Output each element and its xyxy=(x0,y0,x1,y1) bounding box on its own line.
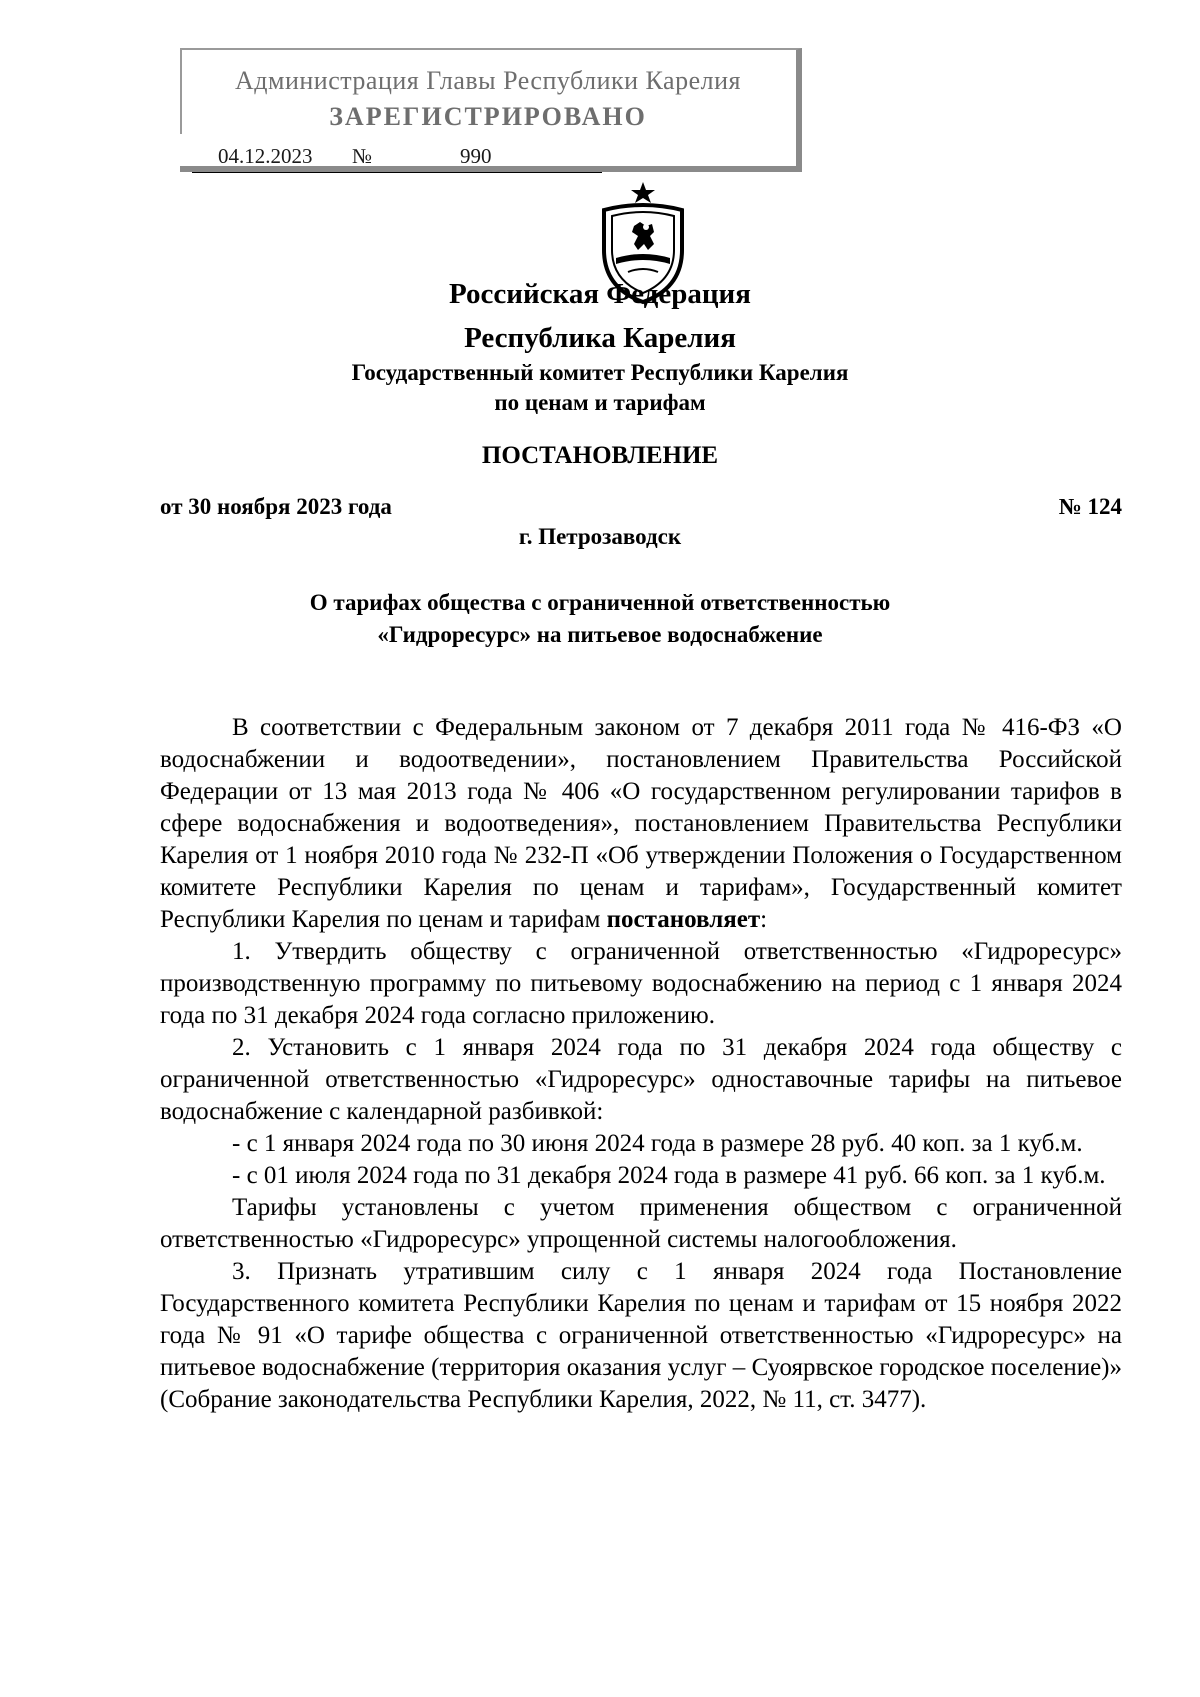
document-title-line2: «Гидроресурс» на питьевое водоснабжение xyxy=(377,622,823,647)
registration-stamp xyxy=(180,48,802,172)
preamble-end: : xyxy=(760,906,768,933)
item-2-note: Тарифы установлены с учетом применения обществом с ограниченной ответственностью «Гидроресурс» упрощенной системы налогообложения. xyxy=(160,1194,1122,1253)
item-2-tariff-first-half: - с 1 января 2024 года по 30 июня 2024 года в размере 28 руб. 40 коп. за 1 куб.м. xyxy=(232,1130,1083,1157)
document-number: № 124 xyxy=(1058,494,1122,519)
item-3: 3. Признать утратившим силу с 1 января 2024 года Постановление Государственного комитета Республики Карелия по ценам и тарифам от 15 ноября 2022 года № 91 «О тарифе общества с ограниченной ответственностью «Гидроресурс» на питьевое водоснабжение (территория оказания услуг – Суоярвское городское поселение)» (Собрание законодательства Республики Карелия, 2022, № 11, ст. 3477). xyxy=(160,1258,1122,1413)
committee-subtitle: по ценам и тарифам xyxy=(494,390,706,415)
stamp-registered: ЗАРЕГИСТРИРОВАНО xyxy=(329,102,647,131)
document-body xyxy=(160,712,1122,1416)
preamble-paragraph xyxy=(160,712,1122,936)
item-1: 1. Утвердить обществу с ограниченной ответственностью «Гидроресурс» производственную программу по питьевому водоснабжению на период с 1 января 2024 года по 31 декабря 2024 года согласно приложению. xyxy=(160,938,1122,1029)
document-type: ПОСТАНОВЛЕНИЕ xyxy=(481,442,719,469)
republic-name: Республика Карелия xyxy=(464,322,736,354)
document-title-line1: О тарифах общества с ограниченной ответственностью xyxy=(309,590,891,615)
preamble-text: В соответствии с Федеральным законом от 7 декабря 2011 года № 416-ФЗ «О водоснабжении и водоотведении», постановлением Правительства Российской Федерации от 13 мая 2013 года № 406 «О государственном регулировании тарифов в сфере водоснабжения и водоотведения», постановлением Правительства Республики Карелия от 1 ноября 2010 года № 232-П «Об утверждении Положения о Государственном комитете Республики Карелия по ценам и тарифам», Государственный комитет Республики Карелия по ценам и тарифам xyxy=(160,714,1122,933)
document-date: от 30 ноября 2023 года xyxy=(160,494,392,519)
item-2: 2. Установить с 1 января 2024 года по 31 декабря 2024 года обществу с ограниченной ответственностью «Гидроресурс» одноставочные тарифы на питьевое водоснабжение с календарной разбивкой: xyxy=(160,1034,1122,1125)
committee-name: Государственный комитет Республики Карелия xyxy=(351,360,849,385)
document-city: г. Петрозаводск xyxy=(518,524,682,549)
preamble-decision: постановляет xyxy=(606,906,761,933)
stamp-number: 990 xyxy=(460,144,492,168)
country-name: Российская Федерация xyxy=(449,278,751,310)
stamp-number-label: № xyxy=(352,144,373,168)
stamp-authority: Администрация Главы Республики Карелия xyxy=(235,66,741,95)
stamp-date: 04.12.2023 xyxy=(218,144,313,168)
stamp-registration-line xyxy=(192,144,602,173)
item-2-tariff-second-half: - с 01 июля 2024 года по 31 декабря 2024 года в размере 41 руб. 66 коп. за 1 куб.м. xyxy=(232,1162,1106,1189)
